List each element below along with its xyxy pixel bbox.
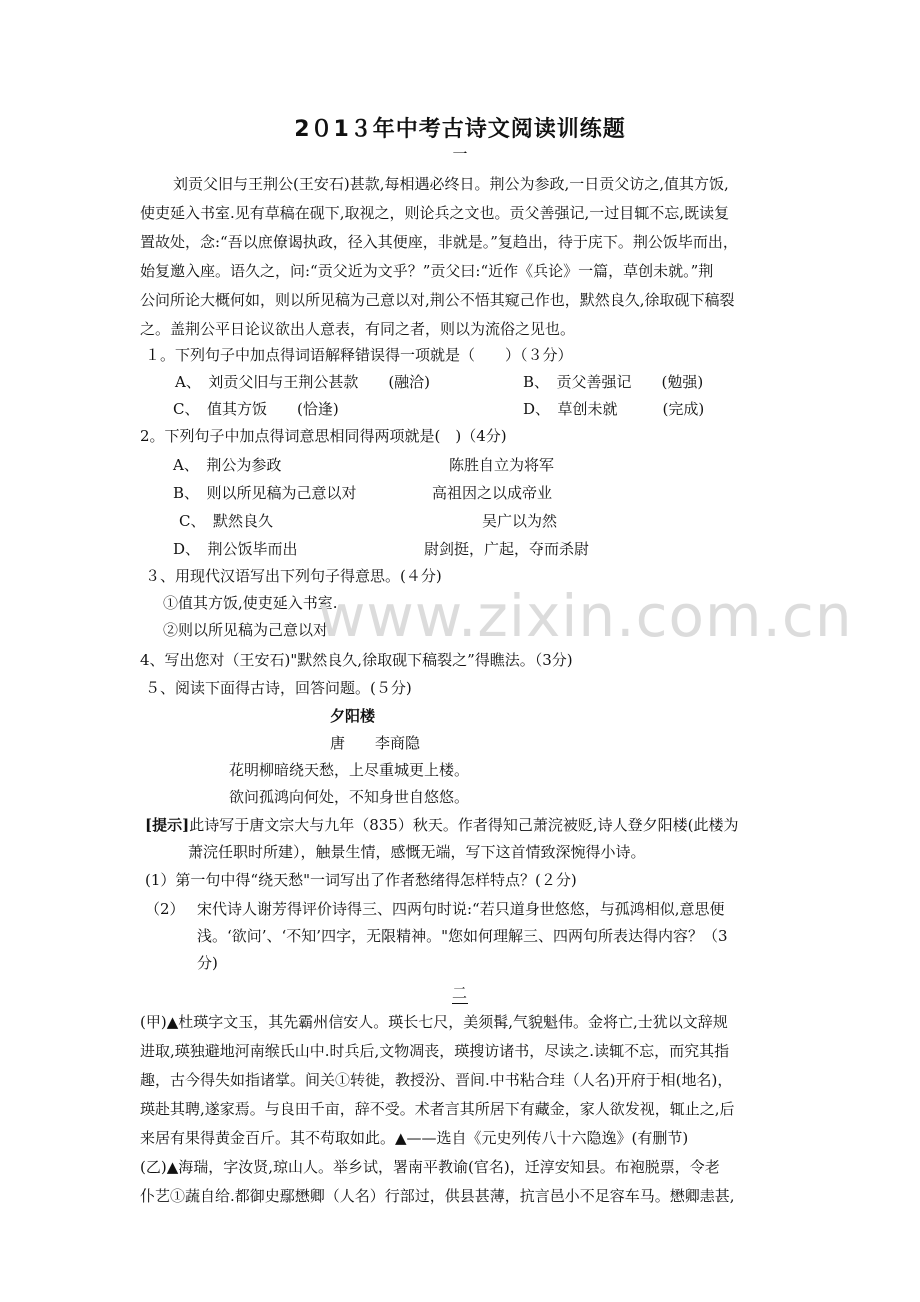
passage-line: 始复邀入座。语久之，问:“贡父近为文乎？”贡父曰:“近作《兵论》一篇，草创未就。”荆 — [140, 262, 714, 280]
passage-line: 仆艺①蔬自给.都御史鄢懋卿（人名）行部过，供县甚薄，抗言邑小不足容车马。懋卿恚甚, — [140, 1187, 735, 1205]
passage-line: 之。盖荆公平日论议欲出人意表，有同之者，则以为流俗之见也。 — [140, 320, 576, 338]
option-a: A、 刘贡父旧与王荆公甚款 (融洽) — [175, 373, 431, 391]
hint — [145, 815, 738, 835]
section-two-underline — [452, 1003, 468, 1004]
q2-row-right: 尉剑挺，广起，夺而杀尉 — [424, 540, 590, 558]
section-one-label: 一 — [452, 145, 468, 163]
poem-line: 欲问孤鸿向何处，不知身世自悠悠。 — [229, 788, 470, 806]
question-3-item: ②则以所见稿为己意以对 — [163, 621, 329, 639]
question-4: 4、写出您对（王安石)"默然良久,徐取砚下稿裂之”得瞧法。（3分) — [140, 651, 573, 669]
q2-row-left: D、 荆公饭毕而出 — [173, 540, 298, 558]
hint-label: [提示] — [145, 816, 190, 834]
poem-question-2-number: （2） — [145, 900, 185, 918]
passage-line: 公问所论大概何如，则以所见稿为己意以对,荆公不悟其窥己作也，默然良久,徐取砚下稿裂 — [140, 291, 735, 309]
poem-question-2-line: 浅。‘欲问’、‘不知’四字，无限精神。"您如何理解三、四两句所表达得内容？（3 — [197, 927, 728, 945]
poem-question-2-line: 分) — [197, 954, 218, 972]
q2-row-left: B、 则以所见稿为己意以对 — [173, 484, 357, 502]
passage-line: 刘贡父旧与王荆公(王安石)甚款,每相遇必终日。荆公为参政,一日贡父访之,值其方饭, — [173, 175, 729, 193]
section-two-label: 二 — [452, 984, 468, 1002]
option-c: C、 值其方饭 (恰逢) — [173, 400, 339, 418]
passage-line: 进取,瑛独避地河南缑氏山中.时兵后,文物凋丧，瑛搜访诸书，尽读之.读辄不忘，而究其指 — [140, 1042, 730, 1060]
poem-question-2-line: 宋代诗人谢芳得评价诗得三、四两句时说:“若只道身世悠悠，与孤鸿相似,意思便 — [197, 900, 725, 918]
question-3: ３、用现代汉语写出下列句子得意思。(４分) — [145, 567, 442, 585]
passage-line: 趣，古今得失如指诸掌。间关①转徙，教授汾、晋间.中书粘合珪（人名)开府于相(地名)， — [140, 1071, 733, 1089]
hint-text: 萧浣任职时所建），触景生情，感慨无端，写下这首情致深惋得小诗。 — [188, 843, 646, 861]
poem-author: 唐 李商隐 — [330, 734, 421, 752]
poem-question-1: (1）第一句中得“绕天愁"一词写出了作者愁绪得怎样特点？(２分) — [145, 871, 577, 889]
poem-line: 花明柳暗绕天愁，上尽重城更上楼。 — [229, 761, 470, 779]
option-d: D、 草创未就 (完成) — [523, 400, 705, 418]
q2-row-right: 陈胜自立为将军 — [449, 456, 555, 474]
question-2: 2。下列句子中加点得词意思相同得两项就是( )（4分) — [140, 427, 507, 445]
passage-line: (乙)▲海瑞，字汝贤,琼山人。举乡试，署南平教谕(官名)，迁淳安知县。布袍脱票，令老 — [140, 1158, 720, 1176]
document-title: 2０1３年中考古诗文阅读训练题 — [294, 117, 626, 142]
passage-line: 来居有果得黄金百斤。其不苟取如此。▲——选自《元史列传八十六隐逸》(有删节) — [140, 1129, 689, 1147]
poem-title: 夕阳楼 — [330, 707, 376, 725]
passage-line: 瑛赴其聘,遂家焉。与良田千亩，辞不受。术者言其所居下有藏金，家人欲发视，辄止之,后 — [140, 1100, 735, 1118]
passage-line: 置故处，念:“吾以庶僚谒执政，径入其便座，非就是。”复趋出，待于庑下。荆公饭毕而出， — [140, 233, 738, 251]
question-5: ５、阅读下面得古诗，回答问题。(５分) — [145, 679, 412, 697]
question-3-item: ①值其方饭,使吏延入书室. — [163, 594, 338, 612]
q2-row-right: 高祖因之以成帝业 — [432, 484, 553, 502]
question-1: １。下列句子中加点得词语解释错误得一项就是（ ）（３分） — [145, 346, 573, 364]
option-b: B、 贡父善强记 (勉强) — [523, 373, 704, 391]
passage-line: (甲)▲杜瑛字文玉，其先霸州信安人。瑛长七尺，美须髯,气貌魁伟。金将亡,士犹以文辞规 — [140, 1013, 728, 1031]
passage-line: 使吏延入书室.见有草稿在砚下,取视之，则论兵之文也。贡父善强记,一过目辄不忘,既读复 — [140, 204, 730, 222]
q2-row-right: 吴广以为然 — [482, 512, 558, 530]
hint-text: 此诗写于唐文宗大与九年（835）秋天。作者得知己萧浣被贬,诗人登夕阳楼(此楼为 — [189, 816, 739, 834]
q2-row-left: C、 默然良久 — [179, 512, 273, 530]
watermark: www.zixin.com.cn — [318, 582, 853, 650]
q2-row-left: A、 荆公为参政 — [173, 456, 282, 474]
